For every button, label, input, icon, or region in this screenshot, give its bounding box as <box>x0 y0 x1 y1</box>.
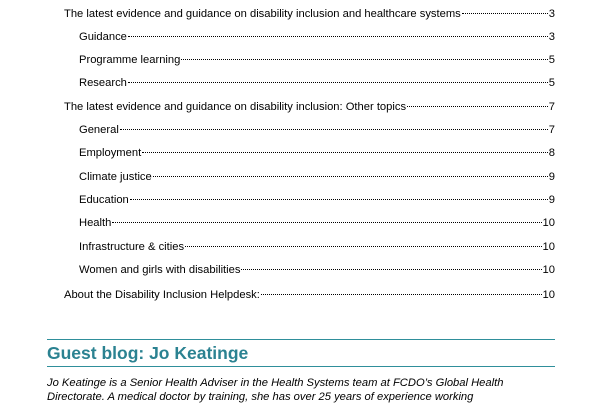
toc-entry-title: Research <box>79 77 127 89</box>
toc-dot-leader <box>185 246 541 247</box>
toc-entry-title: Infrastructure & cities <box>79 241 185 253</box>
toc-page-number: 3 <box>548 8 555 20</box>
toc-entry-title: Health <box>79 217 112 229</box>
toc-dot-leader <box>130 199 548 200</box>
toc-entry[interactable] <box>64 100 555 114</box>
toc-dot-leader <box>261 294 542 295</box>
toc-page-number: 7 <box>548 124 555 136</box>
toc-page-number: 8 <box>548 147 555 159</box>
blog-intro-line: Jo Keatinge is a Senior Health Adviser in the Health Systems team at FCDO’s Global Health <box>47 377 504 389</box>
toc-page-number: 9 <box>548 194 555 206</box>
toc-entry[interactable] <box>64 7 555 21</box>
toc-entry[interactable] <box>79 263 555 277</box>
toc-entry[interactable] <box>79 193 555 207</box>
toc-page-number: 7 <box>548 101 555 113</box>
toc-entry-title: The latest evidence and guidance on disability inclusion and healthcare systems <box>64 8 461 20</box>
toc-page-number: 9 <box>548 171 555 183</box>
toc-entry-title: Education <box>79 194 129 206</box>
toc-dot-leader <box>142 152 548 153</box>
toc-page-number: 5 <box>548 77 555 89</box>
toc-entry-title: Guidance <box>79 31 127 43</box>
section-bottom-rule <box>47 366 555 367</box>
toc-page-number: 10 <box>542 264 555 276</box>
section-heading: Guest blog: Jo Keatinge <box>47 343 249 363</box>
toc-entry-title: Programme learning <box>79 54 181 66</box>
toc-entry[interactable] <box>79 146 555 160</box>
toc-entry-title: The latest evidence and guidance on disability inclusion: Other topics <box>64 101 407 113</box>
toc-dot-leader <box>112 222 541 223</box>
blog-intro-line: Directorate. A medical doctor by training, she has over 25 years of experience working <box>47 391 474 403</box>
toc-dot-leader <box>128 82 548 83</box>
toc-entry[interactable] <box>79 170 555 184</box>
toc-dot-leader <box>153 176 548 177</box>
toc-page-number: 5 <box>548 54 555 66</box>
toc-entry-title: About the Disability Inclusion Helpdesk: <box>64 289 260 301</box>
toc-entry-title: Women and girls with disabilities <box>79 264 241 276</box>
toc-page-number: 3 <box>548 31 555 43</box>
toc-dot-leader <box>181 59 547 60</box>
toc-entry[interactable] <box>79 30 555 44</box>
toc-entry[interactable] <box>64 288 555 302</box>
toc-page-number: 10 <box>542 289 555 301</box>
toc-dot-leader <box>407 106 548 107</box>
toc-page-number: 10 <box>542 217 555 229</box>
toc-entry[interactable] <box>79 123 555 137</box>
toc-entry[interactable] <box>79 240 555 254</box>
toc-entry[interactable] <box>79 216 555 230</box>
toc-entry[interactable] <box>79 53 555 67</box>
toc-entry[interactable] <box>79 76 555 90</box>
toc-dot-leader <box>128 36 548 37</box>
toc-page-number: 10 <box>542 241 555 253</box>
toc-entry-title: General <box>79 124 119 136</box>
toc-entry-title: Climate justice <box>79 171 152 183</box>
section-top-rule <box>47 339 555 340</box>
toc-entry-title: Employment <box>79 147 142 159</box>
toc-dot-leader <box>241 269 541 270</box>
toc-dot-leader <box>462 13 548 14</box>
toc-dot-leader <box>120 129 548 130</box>
